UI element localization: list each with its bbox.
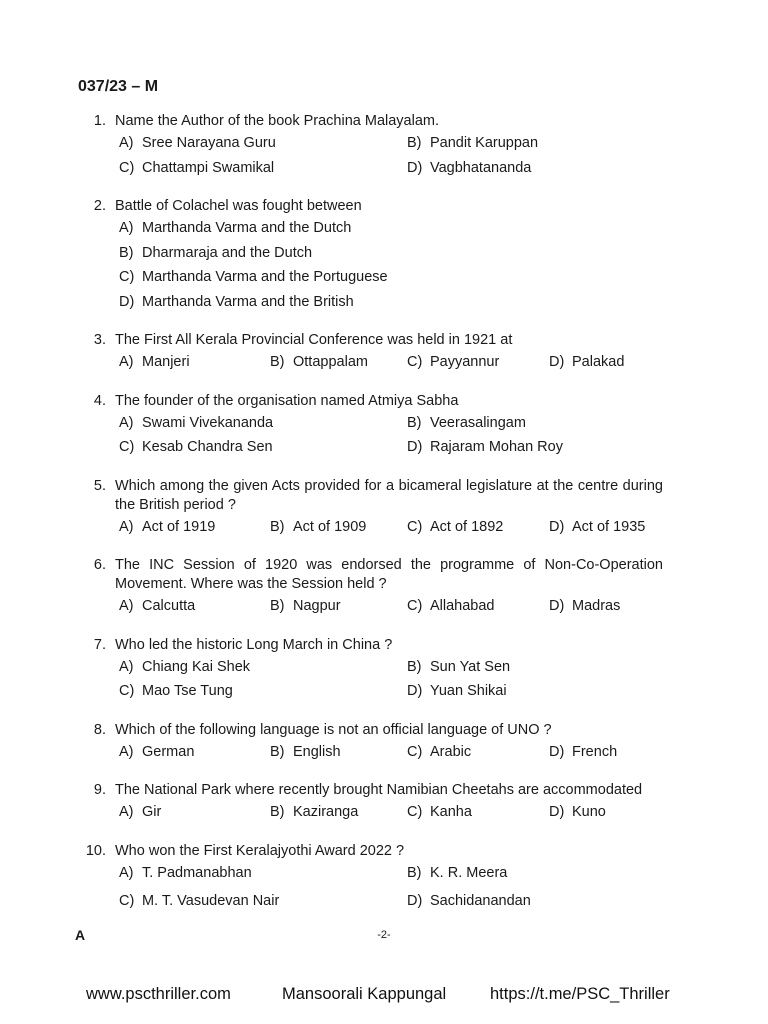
question-number: 7. [93,636,106,653]
option-label: B) [119,244,134,261]
question-row [0,721,768,740]
option-text: Manjeri [142,354,190,370]
option-text: Yuan Shikai [430,683,507,699]
question-row [0,197,768,216]
option-label: D) [549,804,565,820]
question-item [0,477,768,540]
option-text: Arabic [430,743,472,760]
website-link[interactable]: www.pscthriller.com [86,985,231,1003]
options-row [0,679,768,704]
question-text: Which of the following language is not an official language of UNO ? [115,721,552,738]
author-name: Mansoorali Kappungal [282,985,447,1003]
question-number: 3. [93,332,106,348]
option-item[interactable] [407,350,499,375]
options-group [0,740,768,765]
option-label: B) [270,518,285,535]
question-text: Battle of Colachel was fought between [115,198,362,214]
option-item[interactable] [407,156,531,181]
option-item[interactable] [549,800,606,825]
options-group [0,655,768,704]
question-item [0,721,768,765]
option-text: Pandit Karuppan [430,135,539,151]
option-text: Veerasalingam [430,414,526,431]
option-item[interactable] [407,889,531,914]
option-text: German [142,743,195,760]
question-item [0,112,768,180]
option-label: C) [407,354,423,370]
option-text: Payyannur [430,354,500,370]
option-item[interactable] [549,515,645,540]
options-row [0,655,768,680]
option-item[interactable] [407,740,471,765]
option-label: A) [119,743,134,760]
option-text: Act of 1892 [430,518,504,535]
question-text: Who won the First Keralajyothi Award 2022 ? [115,842,405,859]
question-text: Which among the given Acts provided for a bicameral legislature at the centre during the British period ? [115,477,663,513]
options-row [0,740,768,765]
option-item[interactable] [270,515,366,540]
option-item[interactable] [0,216,768,241]
options-row [0,131,768,156]
question-text: The founder of the organisation named Atmiya Sabha [115,392,459,409]
option-item[interactable] [119,800,161,825]
option-text: Nagpur [293,598,341,614]
option-text: Act of 1919 [142,518,216,535]
question-number: 6. [93,557,106,573]
option-item[interactable] [407,131,538,156]
options-row [0,515,768,540]
options-row [0,411,768,436]
option-label: B) [407,135,422,151]
question-number: 9. [93,782,106,798]
option-label: A) [119,658,134,675]
option-label: C) [407,804,423,820]
question-item [0,392,768,460]
option-text: Marthanda Varma and the Dutch [142,220,352,236]
telegram-link[interactable]: https://t.me/PSC_Thriller [490,985,670,1003]
option-text: Chattampi Swamikal [142,159,275,176]
option-item[interactable] [119,889,279,914]
option-text: Vagbhatananda [430,159,532,176]
option-item[interactable] [270,800,358,825]
option-item[interactable] [119,861,252,886]
option-item[interactable] [119,740,194,765]
option-item[interactable] [119,411,273,436]
options-row [0,156,768,181]
question-row [0,392,768,411]
question-row [0,331,768,350]
option-item[interactable] [407,515,503,540]
option-label: A) [119,414,134,431]
question-item [0,636,768,704]
option-item[interactable] [119,350,190,375]
option-text: Chiang Kai Shek [142,658,251,675]
question-list [0,112,768,931]
question-text: The INC Session of 1920 was endorsed the programme of Non-Co-Operation Movement. Where was the Session held ? [115,557,663,592]
option-label: B) [270,354,285,370]
question-row [0,112,768,131]
option-label: D) [549,598,565,614]
option-text: Kaziranga [293,804,359,820]
option-item[interactable] [119,594,195,619]
option-label: B) [270,743,285,760]
option-text: Ottappalam [293,354,368,370]
question-row [0,636,768,655]
option-item[interactable] [549,740,617,765]
option-label: C) [119,439,135,455]
options-group [0,594,768,619]
option-text: Kesab Chandra Sen [142,439,273,455]
option-label: A) [119,220,134,236]
question-text: Who led the historic Long March in China ? [115,636,393,653]
option-item[interactable] [549,350,624,375]
option-label: B) [407,414,422,431]
option-label: B) [270,598,285,614]
option-label: D) [407,893,423,909]
option-label: C) [119,269,135,285]
option-text: Palakad [572,354,625,370]
options-group [0,515,768,540]
option-text: Allahabad [430,598,495,614]
option-text: Sun Yat Sen [430,658,511,675]
options-group [0,411,768,460]
options-row [0,800,768,825]
option-item[interactable] [0,265,768,290]
option-text: T. Padmanabhan [142,864,252,881]
options-row [0,350,768,375]
option-item[interactable] [119,515,215,540]
option-label: C) [407,598,423,614]
option-item[interactable] [119,655,250,680]
option-text: Madras [572,598,621,614]
option-label: D) [407,683,423,699]
option-item[interactable] [119,131,276,156]
option-item[interactable] [270,740,341,765]
option-item[interactable] [270,594,341,619]
option-text: Gir [142,804,162,820]
option-text: Act of 1935 [572,518,646,535]
option-text: Dharmaraja and the Dutch [142,244,313,261]
series-code: A [75,927,86,943]
option-label: C) [119,159,135,176]
option-item[interactable] [119,679,233,704]
option-text: Sachidanandan [430,893,531,909]
option-item[interactable] [270,350,368,375]
options-group [0,800,768,825]
question-item [0,331,768,375]
options-group [0,350,768,375]
option-label: A) [119,354,134,370]
option-item[interactable] [407,435,563,460]
question-number: 8. [93,721,106,738]
option-label: A) [119,518,134,535]
option-label: D) [549,354,565,370]
question-row [0,477,768,515]
option-item[interactable] [549,594,620,619]
option-item[interactable] [407,679,507,704]
option-text: Rajaram Mohan Roy [430,439,563,455]
option-label: B) [407,658,422,675]
option-text: Mao Tse Tung [142,683,233,699]
option-label: C) [119,683,135,699]
question-row [0,781,768,800]
question-item [0,781,768,825]
option-text: M. T. Vasudevan Nair [142,893,280,909]
question-number: 4. [93,392,106,409]
question-item [0,842,768,914]
option-item[interactable] [0,241,768,266]
options-row [0,889,768,914]
option-text: Sree Narayana Guru [142,135,276,151]
question-paper-code: 037/23 – M [78,78,159,95]
question-row [0,842,768,861]
option-label: C) [119,893,135,909]
option-label: C) [407,518,423,535]
option-text: Calcutta [142,598,196,614]
option-label: D) [549,743,565,760]
option-text: French [572,743,618,760]
question-number: 5. [93,477,106,494]
option-label: A) [119,598,134,614]
question-number: 1. [93,113,106,129]
options-group [0,216,768,314]
option-text: Act of 1909 [293,518,367,535]
option-label: C) [407,743,423,760]
question-item [0,556,768,619]
options-group [0,131,768,180]
option-label: D) [119,293,135,310]
option-item[interactable] [407,800,472,825]
option-item[interactable] [119,435,273,460]
option-label: D) [407,439,423,455]
option-item[interactable] [0,290,768,315]
options-row [0,435,768,460]
option-text: English [293,743,341,760]
question-text: The National Park where recently brought Namibian Cheetahs are accommodated [115,782,643,798]
option-label: A) [119,864,134,881]
question-number: 10. [85,842,106,859]
option-label: B) [407,864,422,881]
option-text: Marthanda Varma and the British [142,293,354,310]
option-text: Swami Vivekananda [142,414,274,431]
question-item [0,197,768,314]
option-label: A) [119,135,134,151]
option-label: D) [407,159,423,176]
option-item[interactable] [407,861,507,886]
question-text: The First All Kerala Provincial Conference was held in 1921 at [115,332,513,348]
option-text: Kanha [430,804,472,820]
option-label: D) [549,518,565,535]
page-number: -2- [377,929,391,941]
options-group [0,861,768,914]
option-text: K. R. Meera [430,864,508,881]
option-text: Kuno [572,804,606,820]
option-label: B) [270,804,285,820]
options-row [0,594,768,619]
question-text: Name the Author of the book Prachina Malayalam. [115,113,440,129]
option-item[interactable] [407,594,495,619]
question-number: 2. [93,198,106,214]
option-item[interactable] [407,655,510,680]
option-text: Marthanda Varma and the Portuguese [142,269,388,285]
question-row [0,556,768,594]
option-item[interactable] [407,411,526,436]
option-label: A) [119,804,134,820]
options-row [0,861,768,886]
option-item[interactable] [119,156,274,181]
